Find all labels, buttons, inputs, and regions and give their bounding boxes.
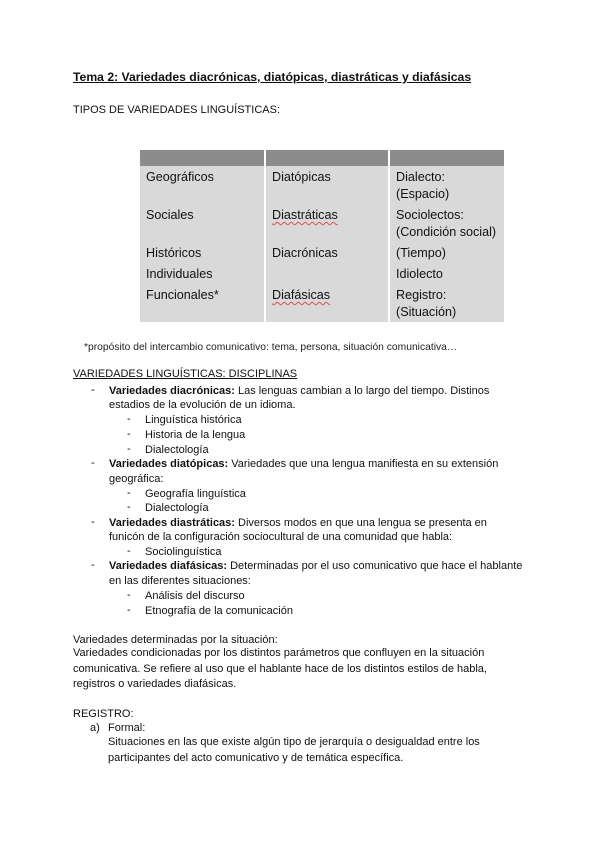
table-cell: Individuales bbox=[140, 263, 264, 284]
disciplinas-heading: VARIEDADES LINGUÍSTICAS: DISCIPLINAS bbox=[73, 368, 298, 380]
registro-formal-text: Situaciones en las que existe algún tipo de jerarquía o desigualdad entre los participantes del acto comunicativo y de temática específica. bbox=[108, 736, 480, 764]
list-item: Variedades diafásicas: Determinadas por el uso comunicativo que hace el hablante bbox=[109, 560, 523, 572]
bullet-dash: - bbox=[91, 384, 95, 396]
table-row bbox=[140, 166, 504, 204]
situacion-heading: Variedades determinadas por la situación: bbox=[73, 634, 278, 646]
table-cell: Geográficos bbox=[140, 166, 264, 204]
varieties-table bbox=[138, 150, 506, 322]
table-cell: Sociales bbox=[140, 204, 264, 242]
bullet-dash: - bbox=[127, 545, 131, 557]
table-header-row bbox=[140, 150, 504, 166]
sub-list-item: Etnografía de la comunicación bbox=[145, 605, 293, 617]
sub-list-item: Sociolinguística bbox=[145, 546, 222, 558]
table-row bbox=[140, 263, 504, 284]
bullet-dash: - bbox=[127, 501, 131, 513]
sub-list-item: Dialectología bbox=[145, 502, 209, 514]
table-cell: Diacrónicas bbox=[266, 242, 388, 263]
table-cell: Diastráticas bbox=[266, 204, 388, 242]
registro-heading: REGISTRO: bbox=[73, 708, 134, 720]
bullet-dash: - bbox=[127, 428, 131, 440]
list-item-continuation: en las diferentes situaciones: bbox=[109, 575, 251, 587]
table-cell: Idiolecto bbox=[390, 263, 504, 284]
table-cell: (Tiempo) bbox=[390, 242, 504, 263]
bullet-dash: - bbox=[127, 604, 131, 616]
table-cell: Diafásicas bbox=[266, 284, 388, 322]
table-cell: Históricos bbox=[140, 242, 264, 263]
sub-list-item: Dialectología bbox=[145, 444, 209, 456]
bullet-dash: - bbox=[91, 457, 95, 469]
sub-list-item: Análisis del discurso bbox=[145, 590, 245, 602]
list-item: Variedades diacrónicas: Las lenguas cambian a lo largo del tiempo. Distinos bbox=[109, 385, 490, 397]
document-title: Tema 2: Variedades diacrónicas, diatópicas, diastráticas y diafásicas bbox=[73, 70, 472, 84]
table-cell: Sociolectos: (Condición social) bbox=[390, 204, 504, 242]
list-item-continuation: geográfica: bbox=[109, 473, 164, 485]
table-cell bbox=[266, 263, 388, 284]
list-item: Variedades diastráticas: Diversos modos en que una lengua se presenta en bbox=[109, 517, 487, 529]
registro-formal-label: Formal: bbox=[108, 722, 146, 734]
bullet-dash: - bbox=[127, 487, 131, 499]
sub-list-item: Geografía linguística bbox=[145, 488, 246, 500]
table-row bbox=[140, 284, 504, 322]
situacion-paragraph: Variedades condicionadas por los distintos parámetros que confluyen en la situación comunicativa. Se refiere al uso que el hablante hace de los distintos estilos de habla, registros o variedades diafásicas. bbox=[73, 647, 487, 690]
list-item-continuation: estadios de la evolución de un idioma. bbox=[109, 399, 296, 411]
bullet-dash: - bbox=[127, 589, 131, 601]
table-cell: Funcionales* bbox=[140, 284, 264, 322]
bullet-dash: - bbox=[127, 443, 131, 455]
section-subtitle: TIPOS DE VARIEDADES LINGUÍSTICAS: bbox=[73, 104, 281, 116]
table-cell: Dialecto: (Espacio) bbox=[390, 166, 504, 204]
sub-list-item: Linguística histórica bbox=[145, 414, 242, 426]
table-cell: Registro: (Situación) bbox=[390, 284, 504, 322]
sub-list-item: Historia de la lengua bbox=[145, 429, 246, 441]
bullet-dash: - bbox=[127, 413, 131, 425]
table-row bbox=[140, 242, 504, 263]
list-item-continuation: funicón de la configuración sociocultural de una comunidad que habla: bbox=[109, 531, 453, 543]
table-row bbox=[140, 204, 504, 242]
bullet-dash: - bbox=[91, 559, 95, 571]
list-item: Variedades diatópicas: Variedades que una lengua manifiesta en su extensión bbox=[109, 458, 499, 470]
bullet-dash: - bbox=[91, 516, 95, 528]
table-footnote: *propósito del intercambio comunicativo: tema, persona, situación comunicativa… bbox=[84, 342, 458, 353]
table-cell: Diatópicas bbox=[266, 166, 388, 204]
list-marker: a) bbox=[90, 722, 100, 734]
